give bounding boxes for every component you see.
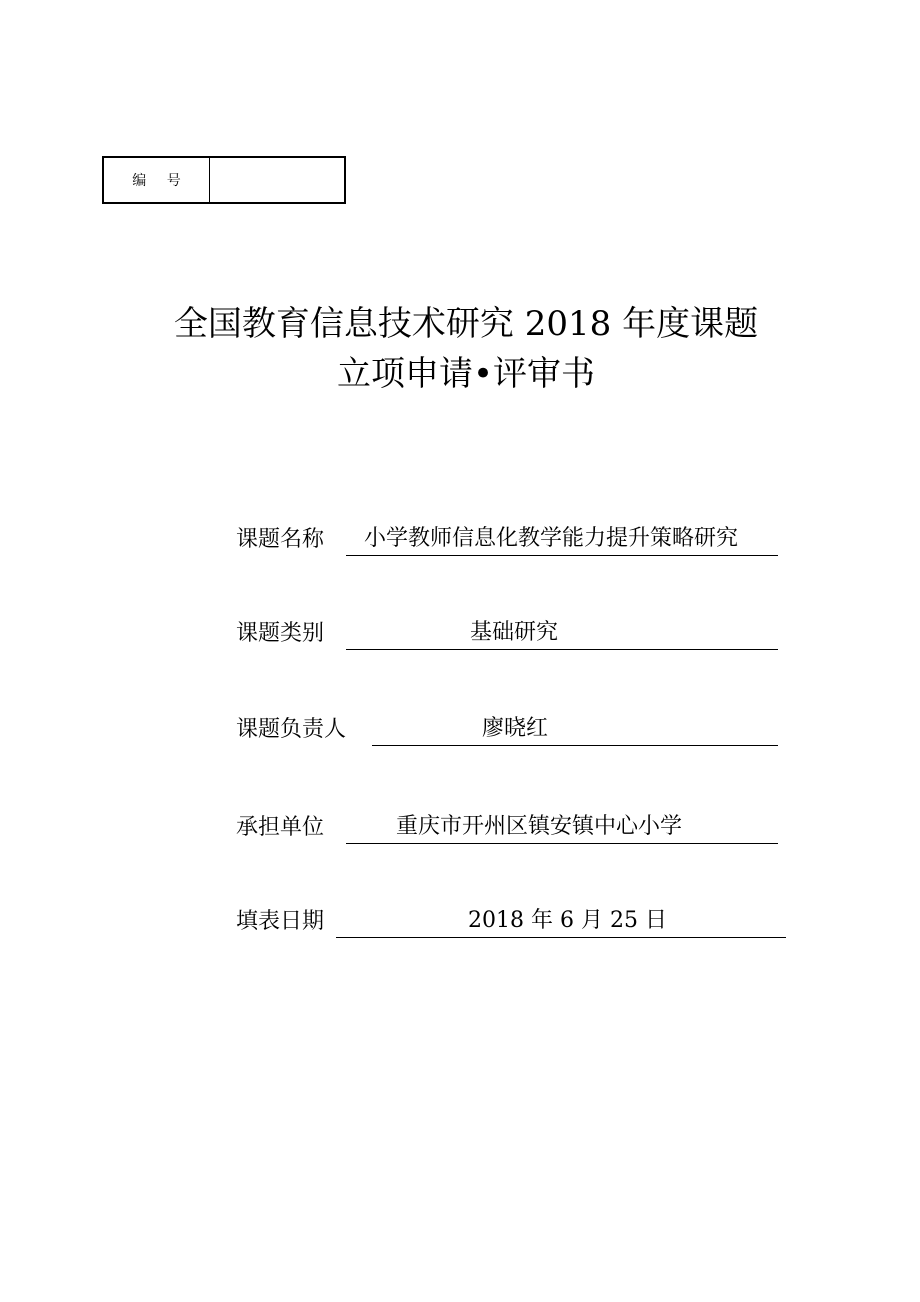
project-name-value[interactable]: 小学教师信息化教学能力提升策略研究 bbox=[346, 526, 778, 556]
field-project-category bbox=[236, 618, 778, 650]
project-leader-label: 课题负责人 bbox=[236, 717, 347, 742]
project-leader-value[interactable]: 廖晓红 bbox=[372, 716, 778, 746]
field-project-leader bbox=[236, 714, 778, 746]
field-project-name bbox=[236, 524, 778, 556]
document-title-line-2: 立项申请•评审书 bbox=[336, 354, 596, 394]
field-organization bbox=[236, 812, 778, 844]
document-title-line-1: 全国教育信息技术研究 2018 年度课题 bbox=[173, 304, 759, 344]
serial-number-box bbox=[102, 156, 346, 204]
project-category-label: 课题类别 bbox=[236, 621, 325, 646]
field-fill-date bbox=[236, 906, 786, 938]
organization-value[interactable]: 重庆市开州区镇安镇中心小学 bbox=[346, 814, 778, 844]
fill-date-label: 填表日期 bbox=[236, 909, 325, 934]
serial-number-value[interactable] bbox=[210, 158, 344, 202]
project-name-label: 课题名称 bbox=[236, 527, 325, 552]
serial-number-label: 编 号 bbox=[104, 158, 210, 202]
fill-date-value[interactable]: 2018 年 6 月 25 日 bbox=[336, 908, 786, 938]
organization-label: 承担单位 bbox=[236, 815, 325, 840]
project-category-value[interactable]: 基础研究 bbox=[346, 620, 778, 650]
